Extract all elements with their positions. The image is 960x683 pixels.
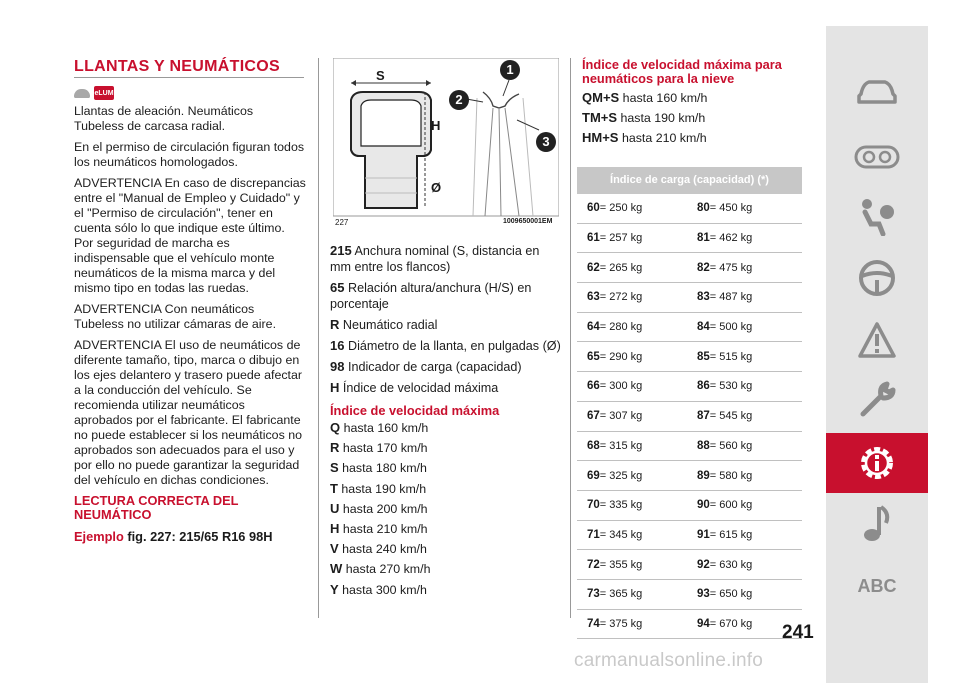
load-cell-left <box>577 410 687 422</box>
speed-description: hasta 210 km/h <box>342 522 428 537</box>
load-index: 69 <box>587 469 600 482</box>
load-index: 90 <box>697 499 710 512</box>
load-table-row <box>577 372 802 402</box>
load-value: = 560 kg <box>709 439 753 452</box>
load-cell-left <box>577 529 687 541</box>
load-cell-left <box>577 380 687 392</box>
version-badge-icon: eLUM <box>94 86 114 100</box>
speed-index-item <box>330 458 562 478</box>
load-cell-right <box>687 529 797 541</box>
load-value: = 280 kg <box>599 321 643 334</box>
load-cell-right <box>687 588 797 600</box>
tire-code-description: Relación altura/anchura (H/S) en porcentaje <box>330 281 532 311</box>
load-table-body <box>577 194 802 639</box>
airbag-icon[interactable] <box>826 188 928 244</box>
load-cell-left <box>577 202 687 214</box>
column-divider-1 <box>318 58 319 618</box>
page-number: 241 <box>782 622 814 643</box>
speed-description: hasta 170 km/h <box>342 441 428 456</box>
load-index: 88 <box>697 439 710 452</box>
load-table-row <box>577 283 802 313</box>
tire-code-item <box>330 280 562 312</box>
load-cell-left <box>577 321 687 333</box>
speed-description: hasta 160 km/h <box>343 421 429 435</box>
chapter-sidebar <box>826 26 928 683</box>
load-index-table <box>577 167 802 639</box>
example-line <box>74 530 306 544</box>
load-cell-left <box>577 351 687 363</box>
tire-code-item <box>330 243 562 275</box>
load-index: 60 <box>587 202 600 215</box>
load-cell-right <box>687 262 797 274</box>
speed-description: hasta 190 km/h <box>341 481 427 496</box>
tire-code-item <box>330 359 562 375</box>
load-value: = 365 kg <box>599 588 643 601</box>
label-s: S <box>376 68 385 83</box>
load-cell-right <box>687 559 797 571</box>
load-index: 87 <box>697 410 710 423</box>
snow-code: TM+S <box>582 110 618 125</box>
load-index: 67 <box>587 410 600 423</box>
paragraph-3: ADVERTENCIA En caso de discrepancias entre el "Manual de Empleo y Cuidado" y el "Permiso de circulación", tener en cuenta sólo lo que indique este último. Por seguridad de marcha es indispensable que el vehículo monte neumáticos de la misma marca y del mismo tipo en todas las ruedas. <box>74 176 306 295</box>
load-cell-right <box>687 410 797 422</box>
load-value: = 300 kg <box>599 380 643 393</box>
load-value: = 462 kg <box>709 232 753 245</box>
snow-code: QM+S <box>582 90 620 105</box>
load-cell-right <box>687 351 797 363</box>
load-table-row <box>577 313 802 343</box>
load-index: 72 <box>587 558 600 571</box>
load-value: = 600 kg <box>709 499 753 512</box>
reading-subhead: LECTURA CORRECTA DEL NEUMÁTICO <box>74 493 239 522</box>
callout-3: 3 <box>536 132 556 152</box>
load-table-row <box>577 580 802 610</box>
speed-description: hasta 270 km/h <box>345 562 431 577</box>
tire-figure <box>333 58 559 228</box>
snow-speed-item <box>582 108 807 128</box>
title-divider <box>74 77 304 78</box>
load-value: = 670 kg <box>709 617 753 630</box>
tire-code-description: Diámetro de la llanta, en pulgadas (Ø) <box>347 339 561 353</box>
column-divider-2 <box>570 58 571 618</box>
settings-info-icon[interactable] <box>826 433 928 493</box>
tire-diagram <box>333 58 559 228</box>
load-index: 86 <box>697 380 710 393</box>
load-value: = 515 kg <box>709 350 753 363</box>
speed-index-item <box>330 438 562 458</box>
load-index: 63 <box>587 291 600 304</box>
tire-code: R <box>330 317 340 332</box>
load-cell-right <box>687 440 797 452</box>
load-index: 73 <box>587 588 600 601</box>
load-table-header: Índice de carga (capacidad) (*) <box>577 167 802 194</box>
tire-code-description: Anchura nominal (S, distancia en mm entre los flancos) <box>330 244 540 274</box>
load-index: 82 <box>697 261 710 274</box>
load-value: = 325 kg <box>599 469 643 482</box>
load-table-row <box>577 550 802 580</box>
load-index: 91 <box>697 528 710 541</box>
load-cell-left <box>577 262 687 274</box>
example-label: Ejemplo <box>74 529 124 544</box>
paragraph-4: ADVERTENCIA Con neumáticos Tubeless no utilizar cámaras de aire. <box>74 302 277 331</box>
snow-title-line1: Índice de velocidad máxima para <box>582 57 782 72</box>
speed-code: V <box>330 541 339 557</box>
speed-code: Y <box>330 581 339 597</box>
load-value: = 355 kg <box>599 558 643 571</box>
load-cell-left <box>577 470 687 482</box>
load-index: 84 <box>697 321 710 334</box>
load-index: 71 <box>587 528 600 541</box>
column-2 <box>330 243 562 600</box>
speed-index-item <box>330 519 562 539</box>
load-index: 92 <box>697 558 710 571</box>
steering-wheel-icon[interactable] <box>826 250 928 306</box>
load-value: = 580 kg <box>709 469 753 482</box>
load-value: = 265 kg <box>599 261 643 274</box>
load-table-row <box>577 224 802 254</box>
load-table-row <box>577 491 802 521</box>
load-cell-left <box>577 440 687 452</box>
load-index: 65 <box>587 350 600 363</box>
snow-title-line2: neumáticos para la nieve <box>582 71 735 86</box>
warning-triangle-icon[interactable] <box>826 312 928 368</box>
load-value: = 545 kg <box>709 410 753 423</box>
tire-code-description: Neumático radial <box>342 318 438 332</box>
load-value: = 530 kg <box>709 380 753 393</box>
load-value: = 272 kg <box>599 291 643 304</box>
icon-row <box>74 86 114 100</box>
load-index: 93 <box>697 588 710 601</box>
music-note-icon[interactable] <box>826 495 928 551</box>
load-cell-right <box>687 618 797 630</box>
load-value: = 615 kg <box>709 528 753 541</box>
speed-index-title: Índice de velocidad máxima <box>330 403 500 418</box>
load-table-row <box>577 521 802 551</box>
paragraph-2: En el permiso de circulación figuran todos los neumáticos homologados. <box>74 140 305 169</box>
load-index: 85 <box>697 350 710 363</box>
load-table-row <box>577 432 802 462</box>
paragraph-1: Llantas de aleación. Neumáticos Tubeless de carcasa radial. <box>74 104 254 133</box>
snow-description: hasta 210 km/h <box>621 131 707 145</box>
speed-code: H <box>330 521 340 537</box>
speed-index-item <box>330 559 562 579</box>
load-index: 80 <box>697 202 710 215</box>
callout-1: 1 <box>500 60 520 80</box>
speed-description: hasta 240 km/h <box>342 542 427 557</box>
speed-code: R <box>330 440 340 456</box>
load-value: = 315 kg <box>599 439 643 452</box>
load-value: = 345 kg <box>599 528 643 541</box>
example-value: fig. 227: 215/65 R16 98H <box>127 529 273 544</box>
snow-speed-item <box>582 88 807 108</box>
load-value: = 630 kg <box>709 558 753 571</box>
load-index: 89 <box>697 469 710 482</box>
load-value: = 500 kg <box>709 321 753 334</box>
speed-description: hasta 300 km/h <box>342 582 427 597</box>
load-value: = 250 kg <box>599 202 643 215</box>
load-value: = 487 kg <box>709 291 753 304</box>
speed-index-item <box>330 499 562 519</box>
section-title: LLANTAS Y NEUMÁTICOS <box>74 58 281 75</box>
snow-speed-item <box>582 128 807 148</box>
load-table-row <box>577 194 802 224</box>
load-cell-right <box>687 470 797 482</box>
speed-description: hasta 180 km/h <box>342 461 427 476</box>
load-cell-right <box>687 291 797 303</box>
figure-number: 227 <box>335 218 349 227</box>
tire-code-description: Indicador de carga (capacidad) <box>347 360 522 374</box>
tire-code-item <box>330 317 562 333</box>
load-index: 83 <box>697 291 710 304</box>
snow-description: hasta 190 km/h <box>620 111 706 125</box>
speed-index-item <box>330 479 562 499</box>
load-table-row <box>577 253 802 283</box>
load-table-row <box>577 610 802 640</box>
load-value: = 475 kg <box>709 261 753 274</box>
load-cell-left <box>577 499 687 511</box>
load-cell-right <box>687 499 797 511</box>
load-cell-left <box>577 232 687 244</box>
speed-index-item <box>330 418 562 438</box>
speed-code: T <box>330 480 338 496</box>
load-cell-left <box>577 291 687 303</box>
tire-code: H <box>330 380 340 395</box>
load-index: 81 <box>697 232 710 245</box>
load-cell-left <box>577 588 687 600</box>
figure-code: 1009650001EM <box>503 218 553 225</box>
label-diameter: Ø <box>431 180 442 195</box>
column-1 <box>74 104 306 544</box>
speed-index-item <box>330 580 562 600</box>
tire-code: 98 <box>330 359 345 374</box>
tire-code-item <box>330 380 562 396</box>
snow-description: hasta 160 km/h <box>622 91 708 105</box>
tire-code: 16 <box>330 338 345 353</box>
load-index: 70 <box>587 499 600 512</box>
tire-code-list <box>330 243 562 396</box>
car-icon[interactable] <box>826 63 928 119</box>
load-value: = 307 kg <box>599 410 643 423</box>
load-value: = 335 kg <box>599 499 643 512</box>
label-h: H <box>431 118 441 133</box>
load-index: 62 <box>587 261 600 274</box>
load-cell-right <box>687 202 797 214</box>
load-value: = 450 kg <box>709 202 753 215</box>
load-table-row <box>577 342 802 372</box>
load-value: = 257 kg <box>599 232 643 245</box>
wrench-icon[interactable] <box>826 372 928 428</box>
load-table-row <box>577 402 802 432</box>
speed-code: Q <box>330 420 341 435</box>
column-3 <box>582 58 807 148</box>
snow-code: HM+S <box>582 130 619 145</box>
load-value: = 650 kg <box>709 588 753 601</box>
load-cell-left <box>577 618 687 630</box>
load-cell-right <box>687 380 797 392</box>
dashboard-icon[interactable] <box>826 129 928 185</box>
tire-code-description: Índice de velocidad máxima <box>342 381 499 395</box>
snow-speed-list <box>582 88 807 148</box>
paragraph-5: ADVERTENCIA El uso de neumáticos de diferente tamaño, tipo, marca o dibujo en los ejes delantero y trasero puede afectar a la conducción del vehículo. Se recomienda utilizar neumáticos aprobados por el fabricante. El fabricante no puede establecer si los neumáticos no aprobados son adecuados para el uso y por ello no puede garantizar la seguridad del vehículo en dichas condiciones. <box>74 338 302 487</box>
load-cell-right <box>687 232 797 244</box>
speed-index-item <box>330 539 562 559</box>
abc-icon[interactable]: ABC <box>857 575 897 596</box>
speed-index-list <box>330 418 562 600</box>
tire-code: 65 <box>330 280 345 295</box>
load-index: 66 <box>587 380 600 393</box>
speed-code: W <box>330 561 343 577</box>
speed-code: U <box>330 500 340 516</box>
load-index: 64 <box>587 321 600 334</box>
speed-description: hasta 200 km/h <box>342 501 428 516</box>
load-table-row <box>577 461 802 491</box>
load-index: 61 <box>587 232 600 245</box>
load-value: = 290 kg <box>599 350 643 363</box>
tire-code: 215 <box>330 243 352 258</box>
callout-2: 2 <box>449 90 469 110</box>
load-index: 74 <box>587 617 600 630</box>
tire-code-item <box>330 338 562 354</box>
watermark: carmanualsonline.info <box>574 650 764 671</box>
load-index: 94 <box>697 617 710 630</box>
load-cell-left <box>577 559 687 571</box>
load-cell-right <box>687 321 797 333</box>
speed-code: S <box>330 460 339 476</box>
load-value: = 375 kg <box>599 617 643 630</box>
load-index: 68 <box>587 439 600 452</box>
car-silhouette-icon <box>74 89 90 98</box>
